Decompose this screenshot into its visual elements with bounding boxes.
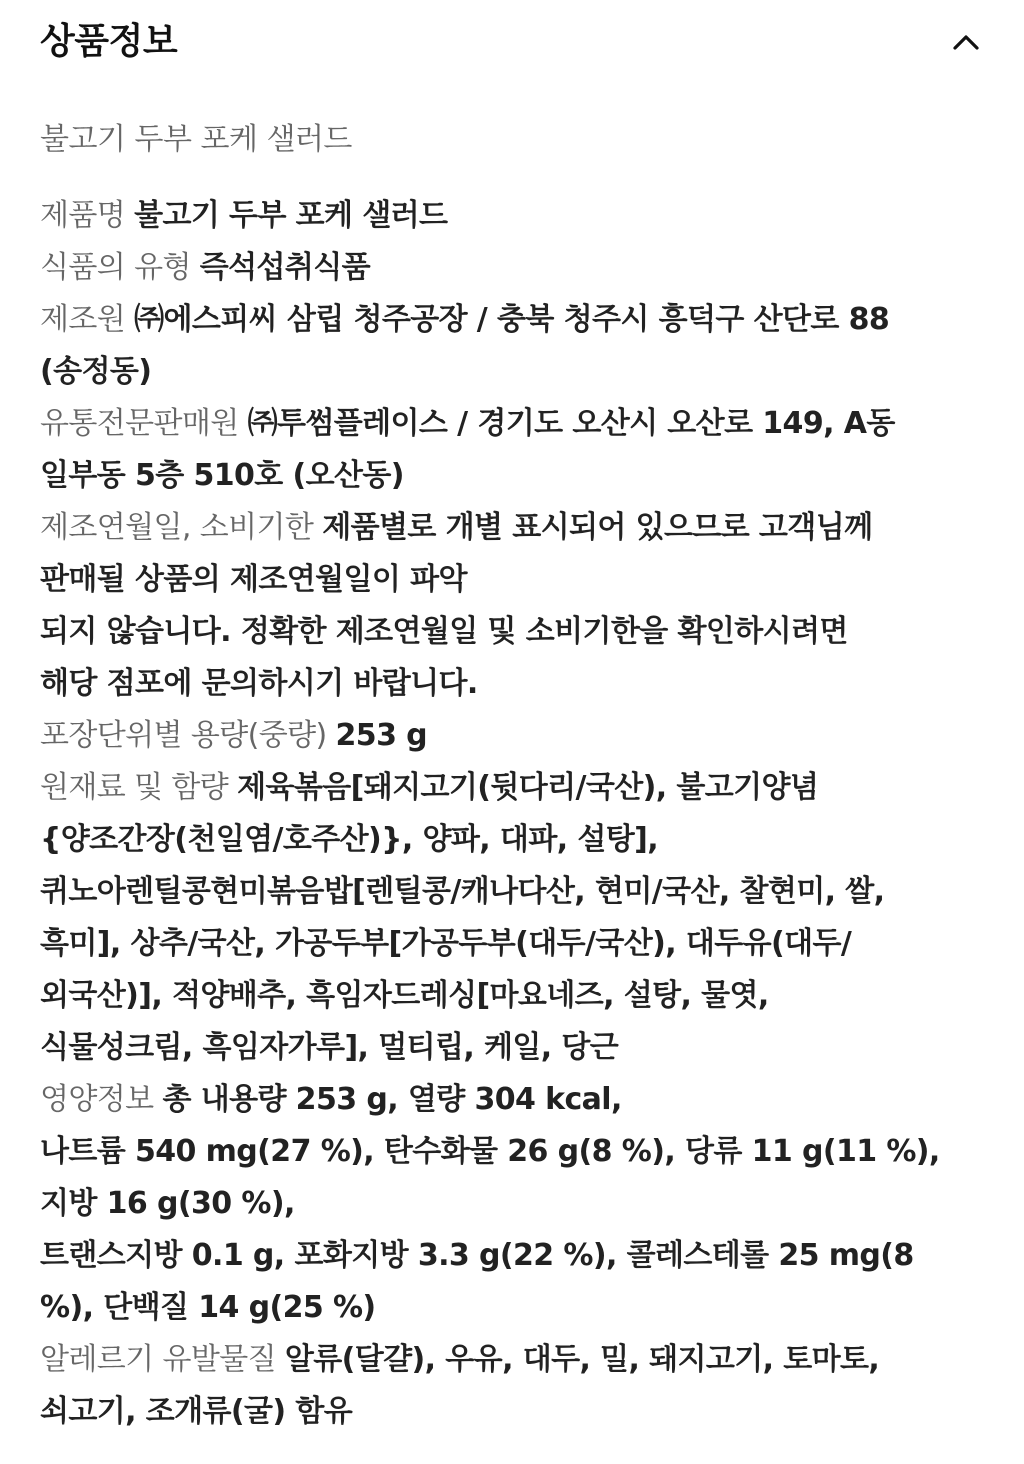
spec-label: 유통전문판매원 bbox=[40, 406, 239, 441]
spec-value-line: (송정동) bbox=[40, 354, 152, 389]
spec-label: 제품명 bbox=[40, 198, 126, 233]
spec-ingredients bbox=[40, 762, 984, 1074]
spec-weight bbox=[40, 710, 984, 762]
spec-allergy bbox=[40, 1334, 984, 1438]
spec-value-line: 지방 16 g(30 %), bbox=[40, 1186, 295, 1221]
spec-label: 원재료 및 함량 bbox=[40, 770, 229, 805]
spec-value-line: 식물성크림, 흑임자가루], 멀티립, 케일, 당근 bbox=[40, 1030, 619, 1065]
spec-value-line: 나트륨 540 mg(27 %), 탄수화물 26 g(8 %), 당류 11 g(11 %), bbox=[40, 1134, 940, 1169]
spec-value-line: ㈜에스피씨 삼립 청주공장 / 충북 청주시 흥덕구 산단로 88 bbox=[134, 302, 890, 337]
spec-distributor bbox=[40, 398, 984, 502]
spec-value: 불고기 두부 포케 샐러드 bbox=[134, 198, 448, 233]
spec-nutrition bbox=[40, 1074, 984, 1334]
spec-value-line: 되지 않습니다. 정확한 제조연월일 및 소비기한을 확인하시려면 bbox=[40, 614, 848, 649]
spec-food-type bbox=[40, 242, 984, 294]
spec-value-line: {양조간장(천일염/호주산)}, 양파, 대파, 설탕], bbox=[40, 822, 659, 857]
spec-value-line: %), 단백질 14 g(25 %) bbox=[40, 1290, 376, 1325]
product-subtitle: 불고기 두부 포케 샐러드 bbox=[40, 122, 352, 157]
spec-value-line: 알류(달걀), 우유, 대두, 밀, 돼지고기, 토마토, bbox=[284, 1342, 880, 1377]
spec-value-line: 제품별로 개별 표시되어 있으므로 고객님께 bbox=[322, 510, 873, 545]
spec-value-line: 해당 점포에 문의하시기 바랍니다. bbox=[40, 666, 478, 701]
spec-dates bbox=[40, 502, 984, 710]
spec-value-line: ㈜투썸플레이스 / 경기도 오산시 오산로 149, A동 bbox=[247, 406, 895, 441]
spec-value-line: 일부동 5층 510호 (오산동) bbox=[40, 458, 404, 493]
spec-value-line: 쇠고기, 조개류(굴) 함유 bbox=[40, 1394, 353, 1429]
chevron-up-icon bbox=[952, 32, 980, 52]
spec-value: 253 g bbox=[335, 718, 428, 753]
spec-value-line: 판매될 상품의 제조연월일이 파악 bbox=[40, 562, 467, 597]
product-info-header[interactable] bbox=[0, 0, 1024, 92]
spec-label: 제조원 bbox=[40, 302, 126, 337]
spec-value-line: 흑미], 상추/국산, 가공두부[가공두부(대두/국산), 대두유(대두/ bbox=[40, 926, 852, 961]
section-title: 상품정보 bbox=[40, 21, 178, 62]
product-spec-list bbox=[40, 190, 984, 1438]
spec-label: 식품의 유형 bbox=[40, 250, 191, 285]
spec-product-name bbox=[40, 190, 984, 242]
spec-value-line: 트랜스지방 0.1 g, 포화지방 3.3 g(22 %), 콜레스테롤 25 mg(8 bbox=[40, 1238, 914, 1273]
spec-label: 알레르기 유발물질 bbox=[40, 1342, 276, 1377]
spec-value-line: 총 내용량 253 g, 열량 304 kcal, bbox=[162, 1082, 622, 1117]
collapse-button[interactable] bbox=[940, 20, 992, 68]
spec-value-line: 제육볶음[돼지고기(뒷다리/국산), 불고기양념 bbox=[237, 770, 819, 805]
spec-label: 영양정보 bbox=[40, 1082, 154, 1117]
spec-value-line: 외국산)], 적양배추, 흑임자드레싱[마요네즈, 설탕, 물엿, bbox=[40, 978, 769, 1013]
spec-label: 포장단위별 용량(중량) bbox=[40, 718, 327, 753]
spec-value-line: 퀴노아렌틸콩현미볶음밥[렌틸콩/캐나다산, 현미/국산, 찰현미, 쌀, bbox=[40, 874, 885, 909]
spec-manufacturer bbox=[40, 294, 984, 398]
spec-value: 즉석섭취식품 bbox=[199, 250, 371, 285]
spec-label: 제조연월일, 소비기한 bbox=[40, 510, 314, 545]
